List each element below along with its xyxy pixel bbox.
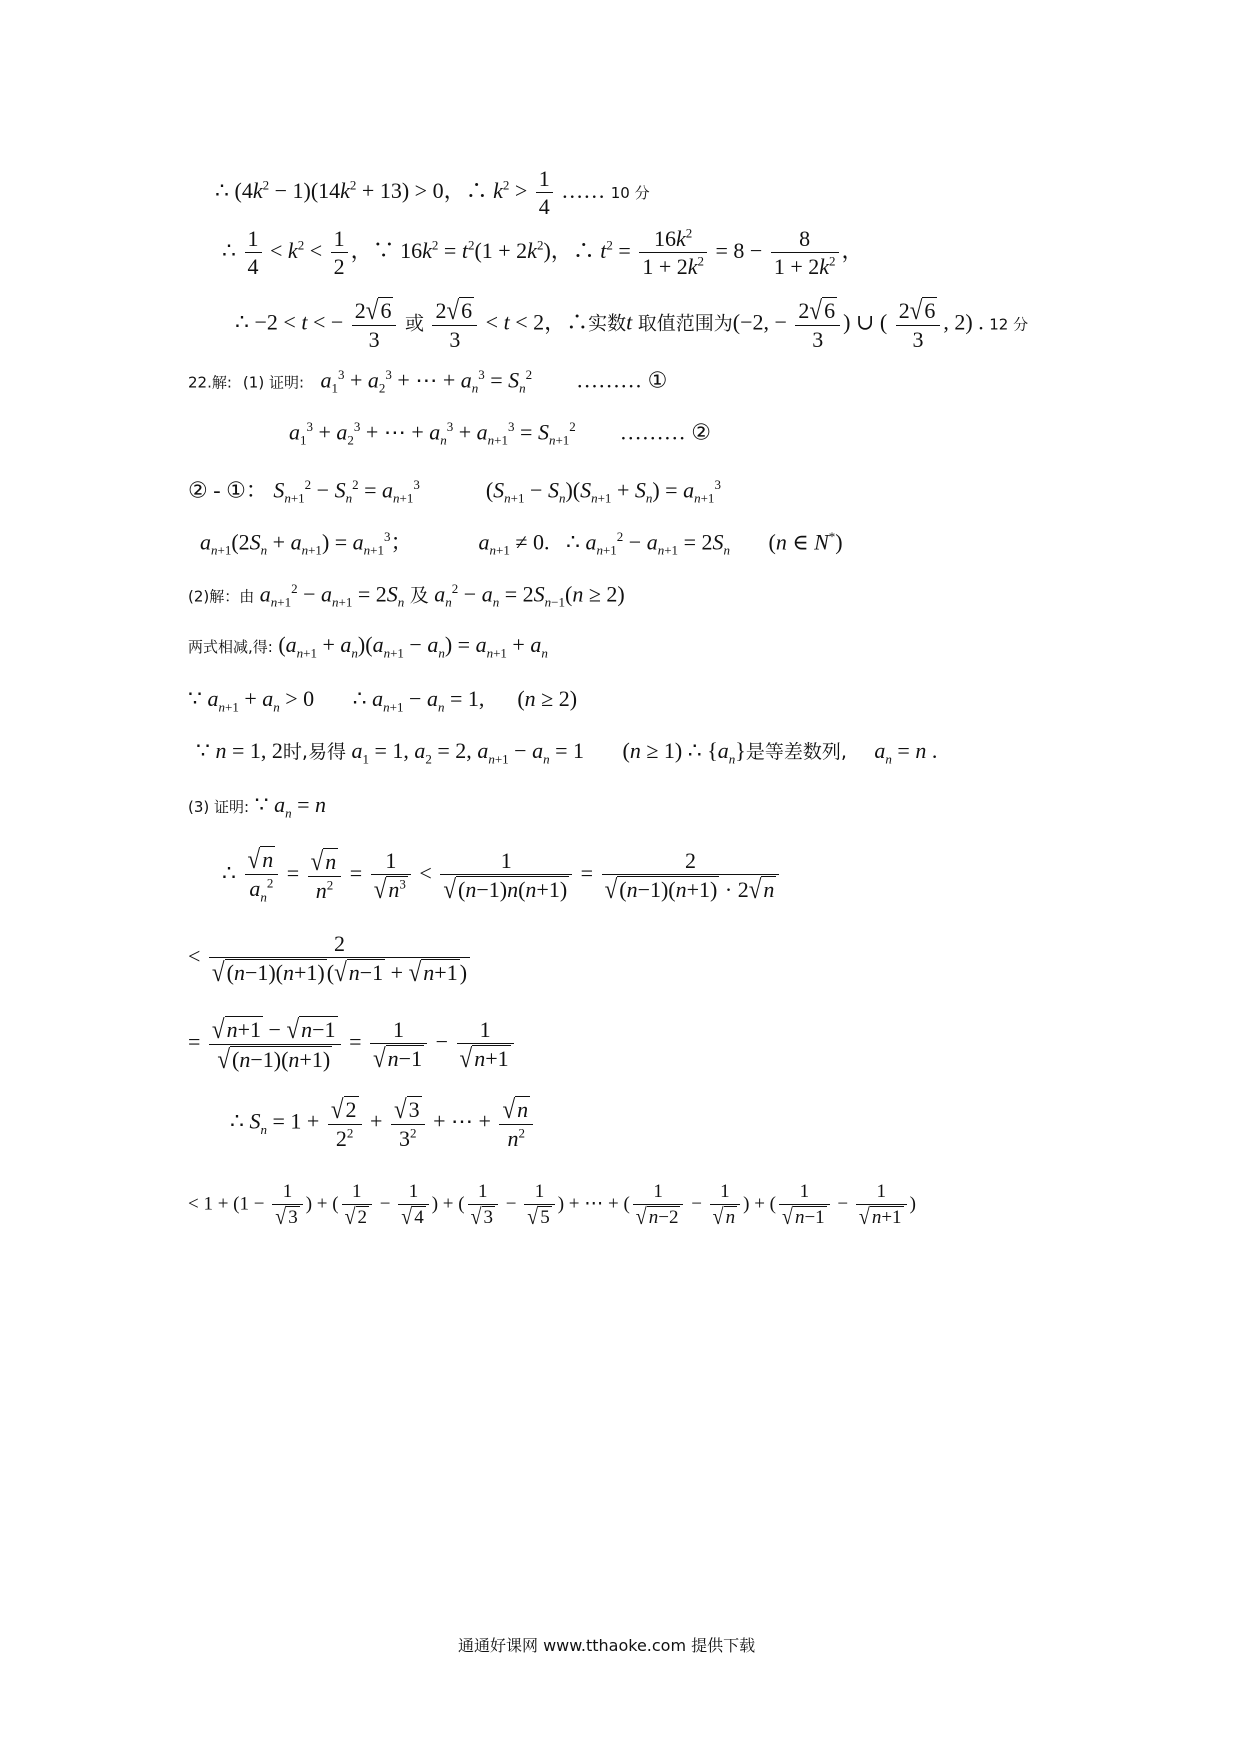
- line-1: ∴ $(4k^2 - 1)(14k^2 + 13) > 0$，∴ $k^2$ > $\frac{1}{4}$ …… 10 分: [215, 166, 650, 220]
- circle-1: ①: [647, 367, 668, 393]
- part2-label: (2)解：由: [188, 587, 255, 606]
- q22-part2-line-3: ∵ $a_{n+1} + a_n > 0$ ∴ $a_{n+1} - a_n = 1$, (n ≥ 2): [188, 686, 578, 715]
- q22-line-3: ② - ①： $S_{n+1}^2 - S_n^2 = a_{n+1}^3$ $(S_{n+1} - S_n)(S_{n+1} + S_n) = a_{n+1}^3$: [188, 477, 721, 506]
- q22-line-4: $a_{n+1}(2S_n + a_{n+1}) = a_{n+1}^3$； $a_{n+1} \ne 0$. ∴ $a_{n+1}^2 - a_{n+1} = 2S_n$ (n ∈ N*): [200, 529, 843, 558]
- q22-part3-line-1: (3) 证明: ∵ $a_n = n$: [188, 792, 326, 821]
- circle-2b: ②: [188, 477, 208, 503]
- q22-part3-line-4: = $\frac{√n+1 - √n-1}{√(n-1)(n+1)}$ = $\frac{1}{√n-1}$ − $\frac{1}{√n+1}$: [188, 1015, 517, 1073]
- footer: 通通好课网 www.tthaoke.com 提供下载: [458, 1636, 756, 1655]
- q22-line-1: 22.解: (1) 证明: $a_1^3 + a_2^3$ + ⋯ + $a_n^3 = S_n^2$ ……… ①: [188, 367, 668, 396]
- circle-2: ②: [691, 419, 712, 445]
- part1-label: (1) 证明:: [242, 373, 304, 392]
- q22-line-2: $a_1^3 + a_2^3$ + ⋯ + $a_n^3 + a_{n+1}^3 = S_{n+1}^2$ ……… ②: [289, 419, 712, 448]
- range-mid: 取值范围为: [637, 312, 733, 335]
- line-2: ∴ $\frac{1}{4}$ < $k^2$ < $\frac{1}{2}$ ，∵ $16k^2 = t^2(1 + 2k^2)$，∴ $t^2$ = $\frac{16k^2}{1 + 2k^2}$ = 8 − $\frac{8}{1 + 2k^2}$ ，: [222, 225, 864, 280]
- line-3: ∴ −2 < t < − $\frac{2√6}{3}$ 或 $\frac{2√6}{3}$ < t < 2，∴实数t 取值范围为(−2, − $\frac{2√6}{3}$ ) ∪ ( $\frac{2√6}{3}$ , 2) . 12 分: [235, 295, 1029, 352]
- part3-label: (3) 证明:: [188, 798, 250, 816]
- q22-part3-line-5: ∴ $S_n = 1$ + $\frac{√2}{2^2}$ + $\frac{√3}{3^2}$ + ⋯ + $\frac{√n}{n^2}$: [230, 1095, 536, 1152]
- when-text: 时,易得: [282, 741, 346, 763]
- q22-part2-line-4: ∵ n = 1, 2时,易得 $a_1 = 1$, $a_2 = 2$, $a_{n+1} - a_n = 1$ (n ≥ 1) ∴ $\{a_n\}$是等差数列, $a_n = n$ .: [196, 738, 938, 767]
- score-12: 12 分: [989, 315, 1029, 334]
- q22-part3-line-2: ∴ $\frac{√n}{a_n^2}$ = $\frac{√n}{n^2}$ = $\frac{1}{√n^3}$ < $\frac{1}{√(n-1)n(n+1)}$ = $\frac{2}{√(n-1)(n+1) \cdot 2√n}$: [222, 845, 782, 906]
- dots-1: ………: [576, 367, 643, 393]
- q22-part2-line-1: (2)解：由 $a_{n+1}^2 - a_{n+1} = 2S_n$ 及 $a_n^2 - a_n = 2S_{n-1}(n \ge 2)$: [188, 581, 625, 610]
- q22-part2-line-2: 两式相减,得: $(a_{n+1} + a_n)(a_{n+1} - a_n) = a_{n+1} + a_n$: [188, 632, 548, 661]
- subtract-text: 两式相减,得:: [188, 638, 273, 656]
- dots: ……: [561, 177, 606, 203]
- and-text: 及: [409, 584, 429, 607]
- q22-part3-line-6: < 1 + (1 − $\frac{1}{√ 3}$ ) + ( $\frac{1}{√ 2}$ − $\frac{1}{√ 4}$ ) + ( $\frac{1}{√ 3}$ − $\frac{1}{√ 5}$ ) + ⋯ + ( $\frac{1}{√ n-2}$ − $\frac{1}{√ n}$ ) + ( $\frac{1}{√ n-1}$ − $\frac{1}{√ n+1}$ ): [188, 1181, 916, 1230]
- range-intro: 实数: [588, 312, 627, 335]
- or-text: 或: [404, 312, 424, 335]
- arith-text: 是等差数列,: [745, 741, 847, 763]
- dots-2: ………: [619, 419, 686, 445]
- q22-part3-line-3: < $\frac{2}{√(n-1)(n+1)(√n-1 + √n+1)}$: [188, 930, 473, 987]
- circle-1b: ①: [226, 477, 246, 503]
- score-10: 10 分: [610, 183, 650, 202]
- q22-label: 22.解:: [188, 373, 232, 392]
